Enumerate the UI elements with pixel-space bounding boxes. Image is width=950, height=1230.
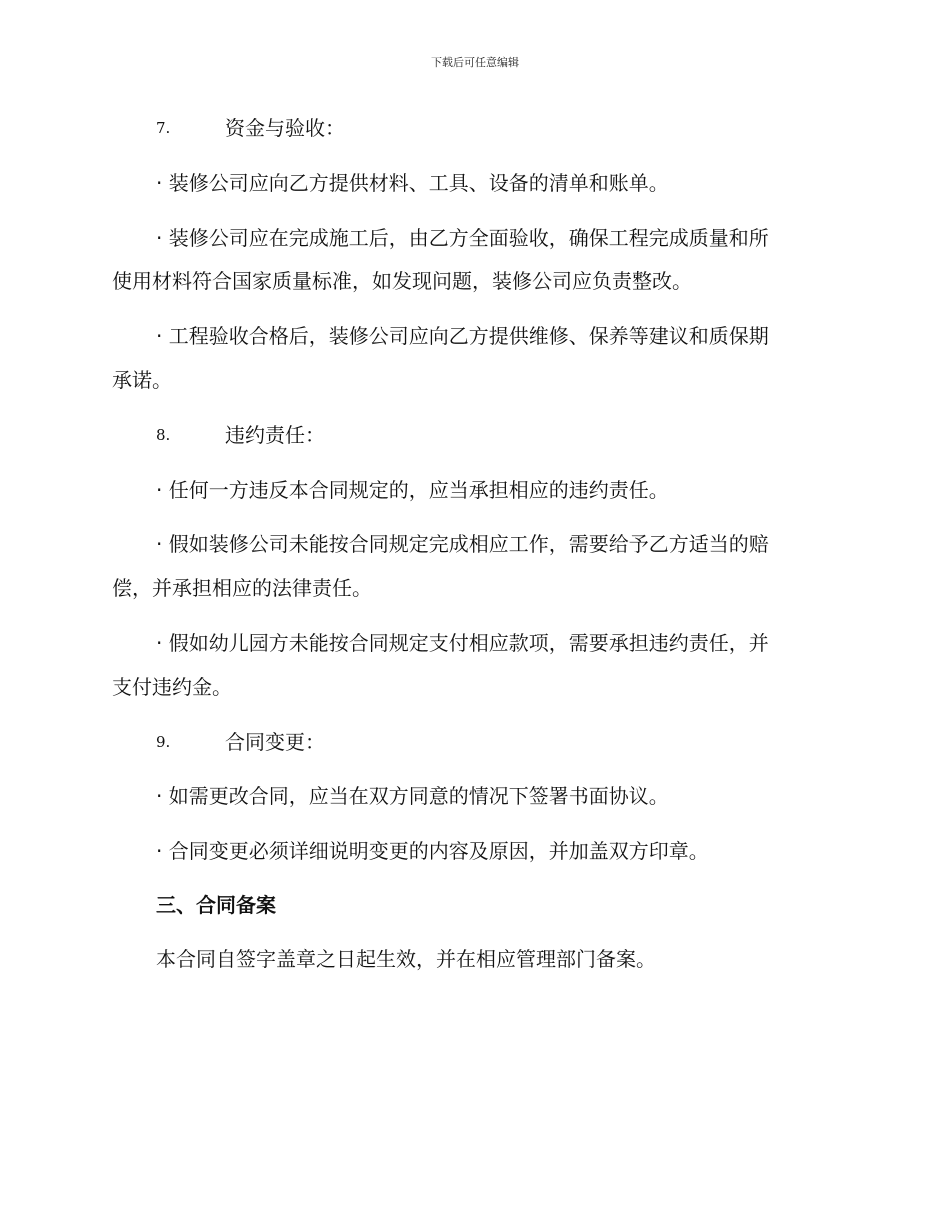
list-item: · 假如装修公司未能按合同规定完成相应工作，需要给予乙方适当的赔: [156, 532, 769, 556]
section-title: 合同变更：: [225, 730, 325, 754]
list-item: · 任何一方违反本合同规定的，应当承担相应的违约责任。: [156, 478, 669, 502]
list-item: · 合同变更必须详细说明变更的内容及原因，并加盖双方印章。: [156, 839, 709, 863]
list-item-continuation: 使用材料符合国家质量标准，如发现问题，装修公司应负责整改。: [112, 269, 692, 293]
section-number: 7.: [156, 119, 171, 137]
list-item-continuation: 偿，并承担相应的法律责任。: [112, 576, 372, 600]
page-header-note: 下载后可任意编辑: [431, 56, 519, 69]
list-item: · 装修公司应在完成施工后，由乙方全面验收，确保工程完成质量和所: [156, 226, 769, 250]
part-three-body: 本合同自签字盖章之日起生效，并在相应管理部门备案。: [156, 947, 656, 971]
section-title: 资金与验收：: [225, 116, 345, 140]
list-item: · 装修公司应向乙方提供材料、工具、设备的清单和账单。: [156, 171, 669, 195]
list-item: · 如需更改合同，应当在双方同意的情况下签署书面协议。: [156, 784, 669, 808]
list-item-continuation: 承诺。: [112, 368, 172, 392]
list-item-continuation: 支付违约金。: [112, 675, 232, 699]
section-number: 9.: [156, 733, 171, 751]
part-three-heading: 三、合同备案: [156, 893, 276, 917]
section-number: 8.: [156, 426, 171, 444]
list-item: · 假如幼儿园方未能按合同规定支付相应款项，需要承担违约责任，并: [156, 631, 769, 655]
section-title: 违约责任：: [225, 423, 325, 447]
list-item: · 工程验收合格后，装修公司应向乙方提供维修、保养等建议和质保期: [156, 324, 769, 348]
